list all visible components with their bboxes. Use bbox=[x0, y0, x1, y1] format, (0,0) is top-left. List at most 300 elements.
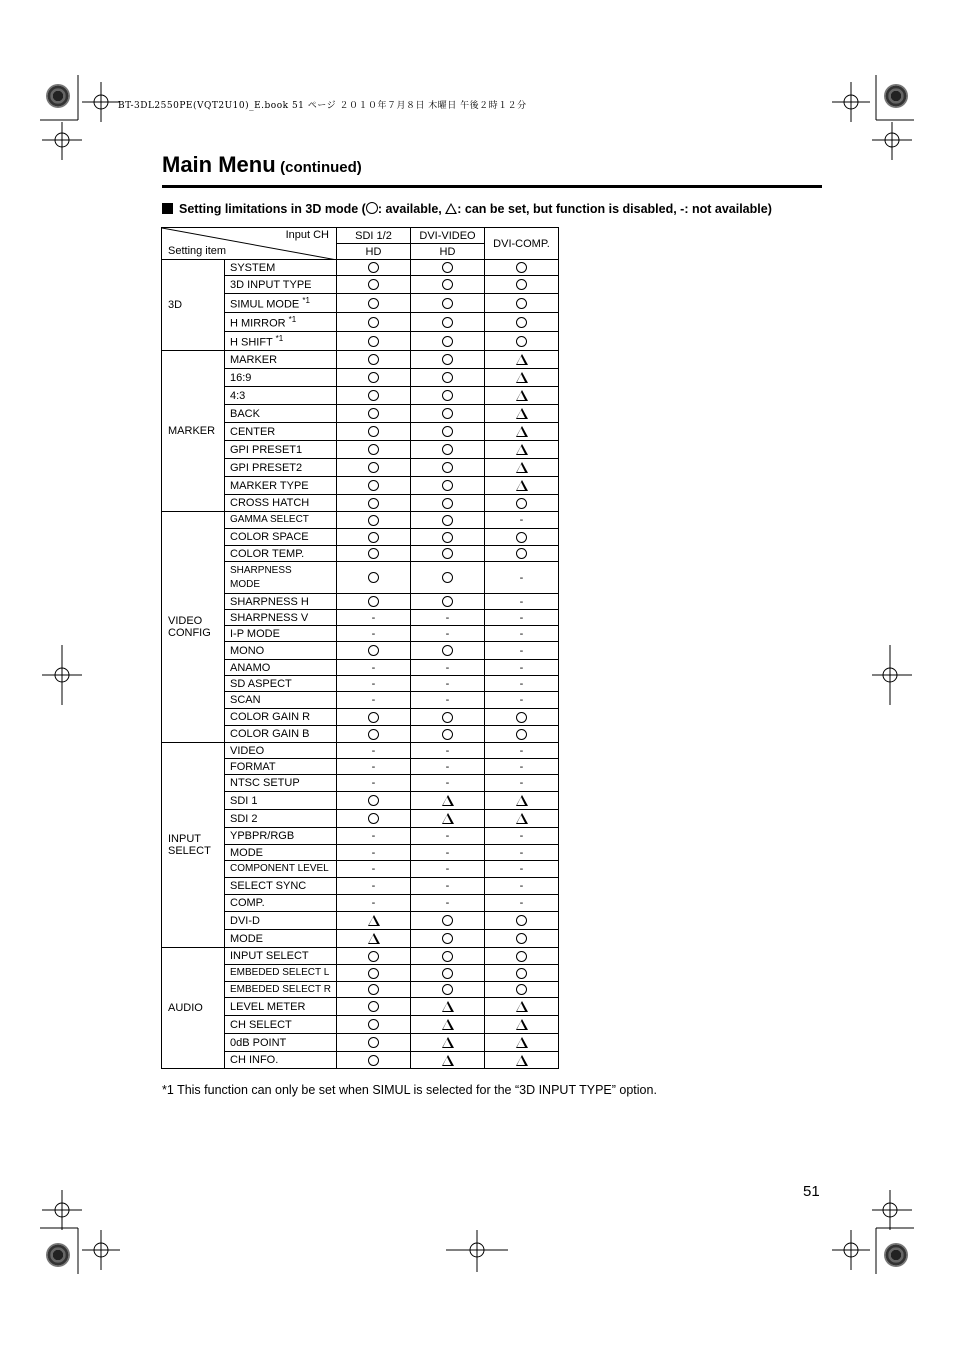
setting-item-label: BACK bbox=[230, 407, 260, 420]
setting-item bbox=[225, 1016, 337, 1034]
setting-item-label: MARKER bbox=[230, 353, 278, 366]
setting-item bbox=[225, 998, 337, 1016]
available-circle-icon bbox=[368, 645, 379, 656]
available-circle-icon bbox=[442, 984, 453, 995]
availability-cell bbox=[337, 775, 411, 792]
setting-item bbox=[225, 726, 337, 743]
setting-item bbox=[225, 1052, 337, 1069]
available-circle-icon bbox=[516, 498, 527, 509]
not-available-dash: - bbox=[519, 897, 524, 909]
group-label bbox=[162, 512, 225, 743]
setting-item bbox=[225, 477, 337, 495]
available-circle-icon bbox=[368, 515, 379, 526]
availability-cell bbox=[485, 260, 559, 276]
available-circle-icon bbox=[368, 968, 379, 979]
not-available-dash: - bbox=[371, 897, 376, 909]
available-circle-icon bbox=[442, 426, 453, 437]
availability-cell bbox=[485, 912, 559, 930]
available-circle-icon bbox=[368, 1037, 379, 1048]
not-available-dash: - bbox=[445, 880, 450, 892]
setting-item bbox=[225, 895, 337, 912]
available-circle-icon bbox=[368, 426, 379, 437]
circle-symbol-icon bbox=[366, 202, 378, 214]
setting-item bbox=[225, 387, 337, 405]
availability-cell bbox=[485, 861, 559, 878]
disabled-triangle-icon bbox=[442, 1055, 454, 1066]
available-circle-icon bbox=[368, 372, 379, 383]
triangle-symbol-icon bbox=[445, 203, 457, 214]
heading-available: : available, bbox=[377, 202, 446, 216]
setting-item-label: DVI-D bbox=[230, 914, 260, 927]
availability-cell bbox=[411, 1016, 485, 1034]
availability-cell bbox=[411, 477, 485, 495]
available-circle-icon bbox=[442, 498, 453, 509]
availability-cell bbox=[337, 965, 411, 982]
not-available-dash: - bbox=[519, 611, 524, 624]
availability-cell bbox=[485, 998, 559, 1016]
availability-cell bbox=[337, 895, 411, 912]
table-row bbox=[162, 351, 559, 369]
availability-cell bbox=[485, 878, 559, 895]
not-available-dash: - bbox=[519, 694, 524, 706]
available-circle-icon bbox=[368, 336, 379, 347]
disabled-triangle-icon bbox=[442, 1037, 454, 1048]
availability-cell bbox=[485, 759, 559, 775]
title-sub: (continued) bbox=[280, 159, 362, 176]
available-circle-icon bbox=[442, 729, 453, 740]
setting-item-label: INPUT SELECT bbox=[230, 950, 309, 962]
available-circle-icon bbox=[368, 729, 379, 740]
available-circle-icon bbox=[368, 1055, 379, 1066]
setting-item bbox=[225, 351, 337, 369]
available-circle-icon bbox=[368, 596, 379, 607]
available-circle-icon bbox=[368, 408, 379, 419]
available-circle-icon bbox=[442, 279, 453, 290]
availability-cell bbox=[485, 562, 559, 594]
available-circle-icon bbox=[442, 712, 453, 723]
setting-item bbox=[225, 1034, 337, 1052]
setting-item bbox=[225, 878, 337, 895]
not-available-dash: - bbox=[371, 677, 376, 690]
setting-item-label: CROSS HATCH bbox=[230, 497, 310, 509]
available-circle-icon bbox=[442, 317, 453, 328]
not-available-dash: - bbox=[519, 846, 524, 859]
setting-item bbox=[225, 709, 337, 726]
availability-cell bbox=[411, 546, 485, 562]
availability-cell bbox=[337, 495, 411, 512]
table-corner-header bbox=[162, 228, 337, 260]
availability-cell bbox=[337, 441, 411, 459]
availability-cell bbox=[337, 1052, 411, 1069]
availability-cell bbox=[485, 594, 559, 610]
not-available-dash: - bbox=[519, 863, 524, 875]
availability-cell bbox=[337, 743, 411, 759]
not-available-dash: - bbox=[445, 863, 450, 875]
setting-item-label: COLOR TEMP. bbox=[230, 547, 305, 560]
title-rule bbox=[162, 185, 822, 188]
disabled-triangle-icon bbox=[368, 933, 380, 944]
setting-item-label: SIMUL MODE bbox=[230, 298, 300, 311]
disabled-triangle-icon bbox=[516, 462, 528, 473]
setting-item-label: H SHIFT bbox=[230, 336, 273, 349]
availability-cell bbox=[485, 743, 559, 759]
not-available-dash: - bbox=[519, 571, 524, 584]
availability-cell bbox=[485, 1016, 559, 1034]
setting-item bbox=[225, 495, 337, 512]
availability-cell bbox=[411, 332, 485, 351]
available-circle-icon bbox=[442, 480, 453, 491]
setting-item bbox=[225, 930, 337, 948]
setting-item bbox=[225, 948, 337, 965]
disabled-triangle-icon bbox=[442, 1001, 454, 1012]
setting-item-label: MONO bbox=[230, 644, 265, 657]
available-circle-icon bbox=[442, 572, 453, 583]
availability-cell bbox=[337, 477, 411, 495]
not-available-dash: - bbox=[445, 677, 450, 690]
page-number: 51 bbox=[803, 1183, 820, 1200]
availability-cell bbox=[485, 845, 559, 861]
availability-cell bbox=[411, 912, 485, 930]
available-circle-icon bbox=[516, 729, 527, 740]
group-label-part: AUDIO bbox=[168, 1002, 203, 1014]
available-circle-icon bbox=[442, 336, 453, 347]
available-circle-icon bbox=[368, 444, 379, 455]
corner-bottom-label: Setting item bbox=[168, 245, 227, 257]
availability-cell bbox=[337, 726, 411, 743]
availability-cell bbox=[411, 709, 485, 726]
availability-cell bbox=[411, 260, 485, 276]
disabled-triangle-icon bbox=[442, 795, 454, 806]
availability-cell bbox=[485, 676, 559, 692]
availability-cell bbox=[485, 459, 559, 477]
available-circle-icon bbox=[368, 572, 379, 583]
not-available-dash: - bbox=[371, 661, 376, 674]
available-circle-icon bbox=[442, 262, 453, 273]
not-available-dash: - bbox=[371, 611, 376, 624]
availability-cell bbox=[411, 895, 485, 912]
setting-item-label: CENTER bbox=[230, 425, 276, 438]
not-available-dash: - bbox=[519, 644, 524, 657]
setting-item-label: I-P MODE bbox=[230, 627, 280, 640]
setting-item bbox=[225, 792, 337, 810]
not-available-dash: - bbox=[371, 863, 376, 875]
setting-item bbox=[225, 965, 337, 982]
not-available-dash: - bbox=[519, 677, 524, 690]
setting-item bbox=[225, 529, 337, 546]
availability-cell bbox=[411, 692, 485, 709]
group-label bbox=[162, 743, 225, 948]
availability-cell bbox=[485, 726, 559, 743]
setting-item-label: SCAN bbox=[230, 694, 261, 706]
available-circle-icon bbox=[368, 262, 379, 273]
setting-item bbox=[225, 369, 337, 387]
availability-cell bbox=[337, 709, 411, 726]
setting-item-label: MARKER TYPE bbox=[230, 479, 309, 492]
availability-cell bbox=[411, 861, 485, 878]
available-circle-icon bbox=[442, 548, 453, 559]
disabled-triangle-icon bbox=[516, 1037, 528, 1048]
available-circle-icon bbox=[368, 354, 379, 365]
disabled-triangle-icon bbox=[516, 813, 528, 824]
availability-cell bbox=[411, 775, 485, 792]
footnote-ref: *1 bbox=[302, 296, 310, 306]
setting-item-label: NTSC SETUP bbox=[230, 777, 300, 789]
availability-cell bbox=[411, 351, 485, 369]
heading-prefix: Setting limitations in 3D mode ( bbox=[179, 202, 366, 216]
available-circle-icon bbox=[442, 933, 453, 944]
availability-cell bbox=[411, 845, 485, 861]
availability-cell bbox=[485, 775, 559, 792]
available-circle-icon bbox=[516, 968, 527, 979]
availability-cell bbox=[485, 294, 559, 313]
corner-top-label: Input CH bbox=[285, 229, 329, 241]
disabled-triangle-icon bbox=[516, 426, 528, 437]
setting-item-label: SHARPNESS MODE bbox=[230, 564, 292, 590]
disabled-triangle-icon bbox=[516, 444, 528, 455]
not-available-dash: - bbox=[445, 830, 450, 842]
availability-cell bbox=[337, 529, 411, 546]
available-circle-icon bbox=[368, 532, 379, 543]
setting-item bbox=[225, 982, 337, 998]
availability-cell bbox=[485, 332, 559, 351]
available-circle-icon bbox=[368, 548, 379, 559]
availability-cell bbox=[485, 351, 559, 369]
availability-cell bbox=[411, 369, 485, 387]
available-circle-icon bbox=[516, 317, 527, 328]
disabled-triangle-icon bbox=[516, 390, 528, 401]
availability-cell bbox=[411, 423, 485, 441]
availability-cell bbox=[337, 792, 411, 810]
availability-cell bbox=[337, 998, 411, 1016]
availability-cell bbox=[411, 965, 485, 982]
setting-item-label: MODE bbox=[230, 932, 263, 945]
setting-item bbox=[225, 276, 337, 294]
availability-cell bbox=[337, 351, 411, 369]
availability-cell bbox=[337, 692, 411, 709]
available-circle-icon bbox=[368, 1019, 379, 1030]
setting-item-label: COLOR GAIN R bbox=[230, 711, 311, 723]
availability-cell bbox=[337, 676, 411, 692]
availability-cell bbox=[411, 512, 485, 529]
not-available-dash: - bbox=[519, 595, 524, 608]
availability-cell bbox=[411, 660, 485, 676]
setting-item-label: EMBEDED SELECT R bbox=[230, 983, 331, 995]
available-circle-icon bbox=[442, 968, 453, 979]
availability-cell bbox=[411, 294, 485, 313]
available-circle-icon bbox=[516, 933, 527, 944]
not-available-dash: - bbox=[445, 661, 450, 674]
availability-cell bbox=[485, 441, 559, 459]
availability-cell bbox=[337, 1034, 411, 1052]
availability-cell bbox=[337, 405, 411, 423]
group-label-part: 3D bbox=[168, 299, 183, 311]
availability-cell bbox=[485, 709, 559, 726]
square-bullet-icon bbox=[162, 203, 173, 214]
group-label bbox=[162, 351, 225, 512]
availability-cell bbox=[411, 459, 485, 477]
not-available-dash: - bbox=[445, 744, 450, 757]
availability-cell bbox=[485, 895, 559, 912]
setting-item bbox=[225, 912, 337, 930]
not-available-dash: - bbox=[371, 760, 376, 773]
disabled-triangle-icon bbox=[516, 480, 528, 491]
setting-item bbox=[225, 313, 337, 332]
availability-cell bbox=[337, 369, 411, 387]
disabled-triangle-icon bbox=[516, 795, 528, 806]
availability-cell bbox=[337, 546, 411, 562]
availability-cell bbox=[337, 912, 411, 930]
availability-cell bbox=[485, 423, 559, 441]
setting-item bbox=[225, 743, 337, 759]
availability-cell bbox=[411, 810, 485, 828]
table-row bbox=[162, 743, 559, 759]
availability-cell bbox=[411, 495, 485, 512]
available-circle-icon bbox=[442, 915, 453, 926]
available-circle-icon bbox=[442, 444, 453, 455]
disabled-triangle-icon bbox=[516, 1019, 528, 1030]
not-available-dash: - bbox=[519, 661, 524, 674]
available-circle-icon bbox=[368, 1001, 379, 1012]
availability-cell bbox=[485, 660, 559, 676]
group-label-part: SELECT bbox=[168, 845, 211, 857]
setting-item-label: EMBEDED SELECT L bbox=[230, 967, 330, 978]
setting-item bbox=[225, 546, 337, 562]
available-circle-icon bbox=[368, 462, 379, 473]
availability-cell bbox=[337, 845, 411, 861]
setting-item-label: GPI PRESET2 bbox=[230, 461, 303, 474]
setting-item bbox=[225, 676, 337, 692]
not-available-dash: - bbox=[519, 830, 524, 842]
setting-item bbox=[225, 775, 337, 792]
column-header: DVI-VIDEO bbox=[411, 228, 485, 244]
not-available-dash: - bbox=[519, 627, 524, 640]
available-circle-icon bbox=[368, 712, 379, 723]
availability-cell bbox=[337, 260, 411, 276]
not-available-dash: - bbox=[519, 880, 524, 892]
availability-cell bbox=[411, 313, 485, 332]
setting-item-label: SDI 2 bbox=[230, 812, 258, 825]
availability-cell bbox=[337, 594, 411, 610]
available-circle-icon bbox=[368, 984, 379, 995]
availability-cell bbox=[337, 948, 411, 965]
availability-cell bbox=[485, 546, 559, 562]
not-available-dash: - bbox=[371, 880, 376, 892]
available-circle-icon bbox=[516, 984, 527, 995]
setting-item bbox=[225, 861, 337, 878]
setting-item bbox=[225, 294, 337, 313]
setting-item-label: CH INFO. bbox=[230, 1054, 279, 1066]
setting-item-label: GPI PRESET1 bbox=[230, 443, 303, 456]
availability-cell bbox=[485, 982, 559, 998]
not-available-dash: - bbox=[371, 627, 376, 640]
availability-cell bbox=[337, 459, 411, 477]
setting-item-label: SDI 1 bbox=[230, 794, 258, 807]
availability-cell bbox=[485, 930, 559, 948]
availability-cell bbox=[485, 626, 559, 642]
column-header: DVI-COMP. bbox=[485, 228, 559, 260]
availability-cell bbox=[337, 562, 411, 594]
availability-cell bbox=[485, 477, 559, 495]
available-circle-icon bbox=[516, 336, 527, 347]
setting-item bbox=[225, 260, 337, 276]
availability-cell bbox=[411, 878, 485, 895]
availability-cell bbox=[411, 676, 485, 692]
not-available-dash: - bbox=[445, 627, 450, 640]
availability-cell bbox=[337, 313, 411, 332]
group-label-part: VIDEO bbox=[168, 615, 203, 627]
available-circle-icon bbox=[442, 645, 453, 656]
availability-cell bbox=[337, 423, 411, 441]
setting-item-label: SHARPNESS H bbox=[230, 595, 309, 608]
setting-item-label: ANAMO bbox=[230, 661, 271, 674]
setting-item-label: SHARPNESS V bbox=[230, 611, 309, 624]
footnote-ref: *1 bbox=[288, 315, 297, 325]
available-circle-icon bbox=[442, 372, 453, 383]
availability-cell bbox=[411, 930, 485, 948]
available-circle-icon bbox=[442, 354, 453, 365]
availability-cell bbox=[411, 1052, 485, 1069]
availability-cell bbox=[337, 810, 411, 828]
available-circle-icon bbox=[516, 262, 527, 273]
available-circle-icon bbox=[516, 298, 527, 309]
available-circle-icon bbox=[516, 279, 527, 290]
setting-item bbox=[225, 626, 337, 642]
setting-item-label: LEVEL METER bbox=[230, 1000, 306, 1013]
table-row bbox=[162, 948, 559, 965]
available-circle-icon bbox=[442, 951, 453, 962]
availability-cell bbox=[337, 294, 411, 313]
setting-item bbox=[225, 845, 337, 861]
heading-disabled: : can be set, but function is disabled, -: not available) bbox=[457, 202, 772, 216]
setting-item bbox=[225, 332, 337, 351]
setting-item bbox=[225, 828, 337, 845]
setting-item-label: COLOR SPACE bbox=[230, 531, 309, 543]
setting-item-label: MODE bbox=[230, 846, 263, 859]
table-row bbox=[162, 512, 559, 529]
setting-item-label: 16:9 bbox=[230, 371, 252, 384]
availability-cell bbox=[337, 332, 411, 351]
settings-limitations-table bbox=[161, 227, 559, 1069]
setting-item-label: FORMAT bbox=[230, 760, 276, 773]
setting-item bbox=[225, 692, 337, 709]
available-circle-icon bbox=[516, 712, 527, 723]
page-title bbox=[162, 152, 362, 178]
disabled-triangle-icon bbox=[442, 1019, 454, 1030]
setting-item bbox=[225, 810, 337, 828]
setting-item-label: 4:3 bbox=[230, 389, 246, 402]
availability-cell bbox=[485, 405, 559, 423]
not-available-dash: - bbox=[519, 744, 524, 757]
not-available-dash: - bbox=[519, 777, 524, 789]
available-circle-icon bbox=[442, 390, 453, 401]
group-label bbox=[162, 260, 225, 351]
setting-item bbox=[225, 459, 337, 477]
availability-cell bbox=[485, 495, 559, 512]
availability-cell bbox=[411, 726, 485, 743]
availability-cell bbox=[485, 1052, 559, 1069]
availability-cell bbox=[337, 1016, 411, 1034]
not-available-dash: - bbox=[371, 777, 376, 789]
disabled-triangle-icon bbox=[516, 354, 528, 365]
available-circle-icon bbox=[368, 813, 379, 824]
availability-cell bbox=[485, 276, 559, 294]
available-circle-icon bbox=[368, 498, 379, 509]
not-available-dash: - bbox=[371, 830, 376, 842]
setting-item-label: H MIRROR bbox=[230, 317, 286, 330]
availability-cell bbox=[337, 512, 411, 529]
available-circle-icon bbox=[368, 279, 379, 290]
availability-cell bbox=[411, 610, 485, 626]
